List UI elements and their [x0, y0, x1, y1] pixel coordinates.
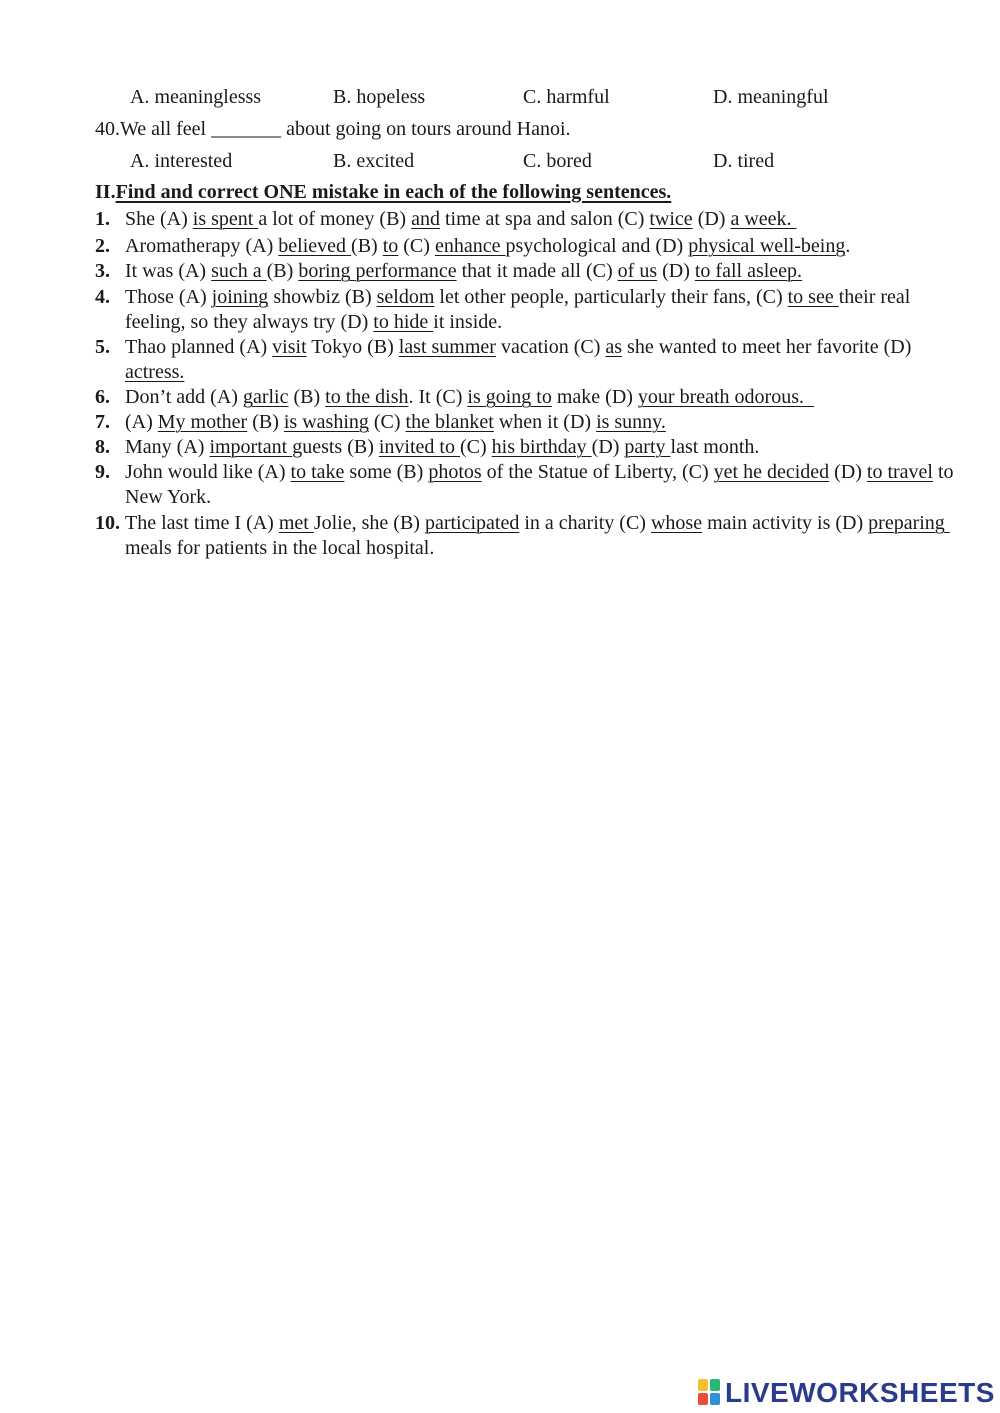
sentence-text: (B) [247, 411, 284, 433]
item-number: 3. [95, 260, 110, 282]
sentence-text: (D) [591, 436, 625, 458]
section-heading [95, 180, 671, 204]
underlined-option: believed [278, 235, 352, 257]
sentence-text: to New York. [125, 461, 959, 508]
sentence-text: (D) [692, 208, 731, 230]
item-number: 5. [95, 336, 110, 358]
sentence-text: Aromatherapy (A) [125, 235, 279, 257]
sentence-text: (C) [459, 436, 492, 458]
underlined-option: My mother [157, 411, 248, 433]
sentence-text: psychological and (D) [505, 235, 689, 257]
underlined-option: your breath odorous. [637, 386, 814, 408]
underlined-option: is sunny. [596, 411, 666, 433]
item-number: 9. [95, 461, 110, 483]
item-sentence [125, 207, 955, 232]
item-sentence [125, 385, 955, 410]
sentence-text: Tokyo (B) [306, 336, 399, 358]
logo-text: LIVEWORKSHEETS [725, 1377, 995, 1408]
sentence-text: (B) [266, 260, 299, 282]
sentence-text: . [845, 235, 851, 257]
sentence-text: their real feeling, so they always try (D) [125, 286, 916, 333]
item-number: 10. [95, 512, 120, 534]
q39-option-b: B. hopeless [333, 86, 426, 108]
sentence-text: John would like (A) [125, 461, 291, 483]
underlined-option: important [209, 436, 293, 458]
sentence-text: vacation (C) [495, 336, 606, 358]
item-number: 4. [95, 286, 110, 308]
sentence-text: (B) [288, 386, 326, 408]
sentence-text: main activity is (D) [702, 512, 869, 534]
q40-stem: 40.We all feel _______ about going on tours around Hanoi. [95, 118, 571, 140]
sentence-text: (B) [351, 235, 383, 257]
sentence-text: meals for patients in the local hospital. [125, 537, 435, 559]
sentence-text: of the Statue of Liberty, (C) [481, 461, 714, 483]
q39-option-a: A. meaninglesss [130, 86, 262, 108]
underlined-option: joining [211, 286, 269, 308]
item-sentence [125, 259, 955, 284]
underlined-option: a week. [730, 208, 797, 230]
q40-option-b: B. excited [333, 150, 415, 172]
sentence-text: (C) [398, 235, 435, 257]
sentence-text: (D) [829, 461, 867, 483]
liveworksheets-logo [698, 1378, 995, 1408]
underlined-option: to take [290, 461, 345, 483]
item-number: 2. [95, 235, 110, 257]
sentence-text: . It (C) [408, 386, 468, 408]
underlined-option: boring performance [298, 260, 457, 282]
underlined-option: whose [650, 512, 703, 534]
underlined-option: to [382, 235, 399, 257]
sentence-text: in a charity (C) [519, 512, 651, 534]
underlined-option: to travel [866, 461, 933, 483]
sentence-text: Don’t add (A) [125, 386, 243, 408]
sentence-text: time at spa and salon (C) [439, 208, 650, 230]
sentence-text: guests (B) [292, 436, 379, 458]
underlined-option: actress. [125, 361, 185, 383]
item-sentence [125, 285, 955, 335]
sentence-text: last month. [670, 436, 760, 458]
section-prefix: II. [95, 181, 116, 203]
item-number: 1. [95, 208, 110, 230]
underlined-option: his birthday [491, 436, 592, 458]
sentence-text: showbiz (B) [268, 286, 377, 308]
sentence-text: when it (D) [493, 411, 597, 433]
sentence-text: some (B) [344, 461, 429, 483]
sentence-text: (C) [368, 411, 406, 433]
underlined-option: yet he decided [713, 461, 830, 483]
sentence-text: she wanted to meet her favorite (D) [622, 336, 917, 358]
underlined-option: is spent [192, 208, 259, 230]
underlined-option: and [411, 208, 440, 230]
underlined-option: such a [211, 260, 267, 282]
item-sentence [125, 410, 955, 435]
sentence-text: She (A) [125, 208, 193, 230]
underlined-option: photos [428, 461, 482, 483]
sentence-text: The last time I (A) [125, 512, 279, 534]
item-number: 6. [95, 386, 110, 408]
underlined-option: preparing [868, 512, 950, 534]
sentence-text: Many (A) [125, 436, 210, 458]
q39-option-c: C. harmful [523, 86, 610, 108]
item-number: 8. [95, 436, 110, 458]
item-sentence [125, 335, 955, 385]
underlined-option: of us [617, 260, 658, 282]
underlined-option: visit [272, 336, 307, 358]
underlined-option: is washing [283, 411, 369, 433]
underlined-option: enhance [434, 235, 506, 257]
underlined-option: to the dish [325, 386, 409, 408]
sentence-text: it inside. [433, 311, 503, 333]
item-sentence [125, 435, 955, 460]
underlined-option: the blanket [405, 411, 494, 433]
underlined-option: physical well-being [688, 235, 846, 257]
underlined-option: last summer [398, 336, 496, 358]
sentence-text: that it made all (C) [456, 260, 618, 282]
logo-mark-icon [698, 1379, 722, 1407]
sentence-text: make (D) [551, 386, 638, 408]
q40-option-d: D. tired [713, 150, 775, 172]
underlined-option: to see [787, 286, 839, 308]
sentence-text: (A) [125, 411, 158, 433]
sentence-text: It was (A) [125, 260, 212, 282]
sentence-text: a lot of money (B) [258, 208, 412, 230]
sentence-text: Those (A) [125, 286, 212, 308]
underlined-option: is going to [467, 386, 552, 408]
q39-option-d: D. meaningful [713, 86, 829, 108]
sentence-text: (D) [657, 260, 695, 282]
underlined-option: to hide [373, 311, 434, 333]
underlined-option: garlic [242, 386, 289, 408]
item-sentence [125, 460, 959, 510]
underlined-option: seldom [376, 286, 435, 308]
item-sentence [125, 511, 955, 561]
underlined-option: invited to [378, 436, 460, 458]
q40-option-a: A. interested [130, 150, 233, 172]
underlined-option: party [624, 436, 671, 458]
item-sentence [125, 234, 955, 259]
section-title: Find and correct ONE mistake in each of the following sentences. [115, 181, 672, 203]
item-number: 7. [95, 411, 110, 433]
sentence-text: let other people, particularly their fans, (C) [434, 286, 788, 308]
underlined-option: twice [649, 208, 693, 230]
underlined-option: met [278, 512, 314, 534]
q40-option-c: C. bored [523, 150, 592, 172]
underlined-option: to fall asleep. [694, 260, 803, 282]
underlined-option: participated [424, 512, 520, 534]
sentence-text: Thao planned (A) [125, 336, 273, 358]
sentence-text: Jolie, she (B) [313, 512, 425, 534]
underlined-option: as [605, 336, 623, 358]
